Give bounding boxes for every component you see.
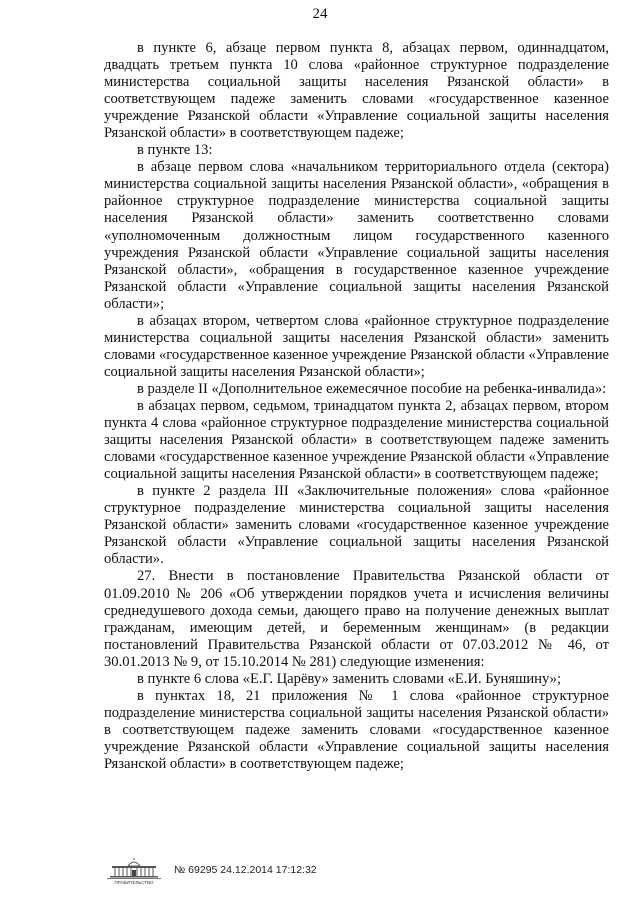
paragraph: в абзаце первом слова «начальником территориального отдела (сектора) министерства социальной защиты населения Рязанской области», «обращения в районное структурное подразделение министерства социальной защиты населения Рязанской области» заменить соответственно словами «уполномоченным должностным лицом государственного казенного учреждения Рязанской области «Управление социальной защиты населения Рязанской области», «обращения в государственное казенное учреждение Рязанской области «Управление социальной защиты населения Рязанской области»; [104, 159, 609, 312]
paragraph: в абзацах первом, седьмом, тринадцатом пункта 2, абзацах первом, втором пункта 4 слова «районное структурное подразделение министерства социальной защиты населения Рязанской области» в соответствующем падеже заменить словами «государственное казенное учреждение Рязанской области «Управление социальной защиты населения Рязанской области» в соответствующем падеже; [104, 397, 609, 483]
document-footer [104, 857, 524, 887]
paragraph: в пунктах 18, 21 приложения № 1 слова «районное структурное подразделение министерства социальной защиты населения Рязанской области» в соответствующем падеже заменить словами «государственное казенное учреждение Рязанской области «Управление социальной защиты населения Рязанской области» в соответствующем падеже; [104, 687, 609, 772]
page-number: 24 [312, 6, 328, 22]
logo-caption: ПРАВИТЕЛЬСТВО [114, 880, 154, 885]
paragraph: в разделе II «Дополнительное ежемесячное пособие на ребенка-инвалида»: [137, 380, 607, 397]
paragraph: в пункте 2 раздела III «Заключительные положения» слова «районное структурное подразделение министерства социальной защиты населения Рязанской области» заменить словами «государственное казенное учреждение Рязанской области «Управление социальной защиты населения Рязанской области». [104, 483, 609, 568]
government-building-logo-icon [104, 857, 164, 885]
paragraph: в пункте 13: [137, 142, 213, 159]
registration-stamp: № 69295 24.12.2014 17:12:32 [174, 864, 317, 876]
paragraph: в пункте 6, абзаце первом пункта 8, абзацах первом, одиннадцатом, двадцать третьем пункта 10 слова «районное структурное подразделение министерства социальной защиты населения Рязанской области» в соответствующем падеже заменить словами «государственное казенное учреждение Рязанской области «Управление социальной защиты населения Рязанской области» в соответствующем падеже; [104, 40, 609, 142]
paragraph: в абзацах втором, четвертом слова «районное структурное подразделение министерства социальной защиты населения Рязанской области» заменить словами «государственное казенное учреждение Рязанской области «Управление социальной защиты населения Рязанской области»; [104, 312, 609, 380]
paragraph: в пункте 6 слова «Е.Г. Царёву» заменить словами «Е.И. Буняшину»; [137, 670, 562, 687]
paragraph: 27. Внести в постановление Правительства Рязанской области от 01.09.2010 № 206 «Об утверждении порядков учета и исчисления величины среднедушевого дохода семьи, дающего право на получение денежных выплат гражданам, имеющим детей, и беременным женщинам» (в редакции постановлений Правительства Рязанской области от 07.03.2012 № 46, от 30.01.2013 № 9, от 15.10.2014 № 281) следующие изменения: [104, 568, 609, 670]
document-body [104, 40, 609, 773]
